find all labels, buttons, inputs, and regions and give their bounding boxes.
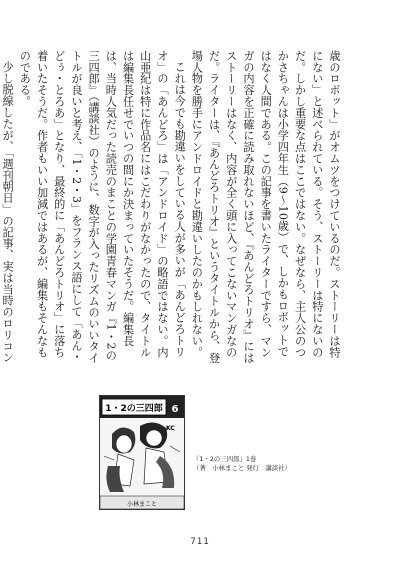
cover-volume: 6 bbox=[171, 404, 179, 415]
body-text bbox=[1, 50, 343, 365]
caption-credit: （著 小林まこと 発行 講談社） bbox=[193, 464, 291, 472]
paragraph-1: 歳のロボット」がオムツをつけているのだ。ストーリーは特にない」と述べられている。そう、ストーリーは特にないのだ。しかし重要な点はここではない。なぜなら、主人公のつかさちゃんは小学四年生（9〜10歳）で、しかもロボットではなく人間である。この記事を書いたライターですら、マンガの内容を正確に読み取れないほど、『あんどろトリオ』にはストーリーはなく、内容が全く頭に入ってこないマンガなのだ。ライターは、『あんどろトリオ』というタイトルから、登場人物を勝手にアンドロイドと勘違いしたのかもしれない。 bbox=[190, 50, 341, 364]
cover-illustration bbox=[100, 396, 184, 509]
caption-title: 『1・2の三四郎』1巻 bbox=[193, 455, 257, 463]
image-caption bbox=[193, 455, 343, 473]
cover-title: 1・2の三四郎 bbox=[105, 404, 163, 414]
paragraph-2: これは今でも勘違いをしている人が多いが「あんどろトリオ」の「あんどろ」は「アンドロイド」の略語ではない。内山亜紀は特に作品名にはこだわりがなかったので、タイトルは編集長任せでいつの間にか決まっていたそうだ。編集長は、当時人気だった読売のまことの学園青春マンガ『1・2の三四郎』（講談社）のように、数字が入ったリズムのいいタイトルが良いと考え、「1・2・3」をフランス語にして「あん・どぅ・とろあ」となり、最終的に「あんどろトリオ」に落ち着いたそうだ。作者もいい加減ではあるが、編集もそんなものである。 bbox=[18, 50, 187, 364]
page-number: 711 bbox=[190, 537, 210, 547]
cover-author: 小林まこと bbox=[126, 501, 158, 508]
manga-cover-image bbox=[99, 395, 185, 510]
cover-publisher-mark: KC bbox=[166, 425, 175, 432]
paragraph-3: 少し脱線したが、「週刊朝日」の記事、実は当時のロリコン bbox=[1, 61, 15, 364]
